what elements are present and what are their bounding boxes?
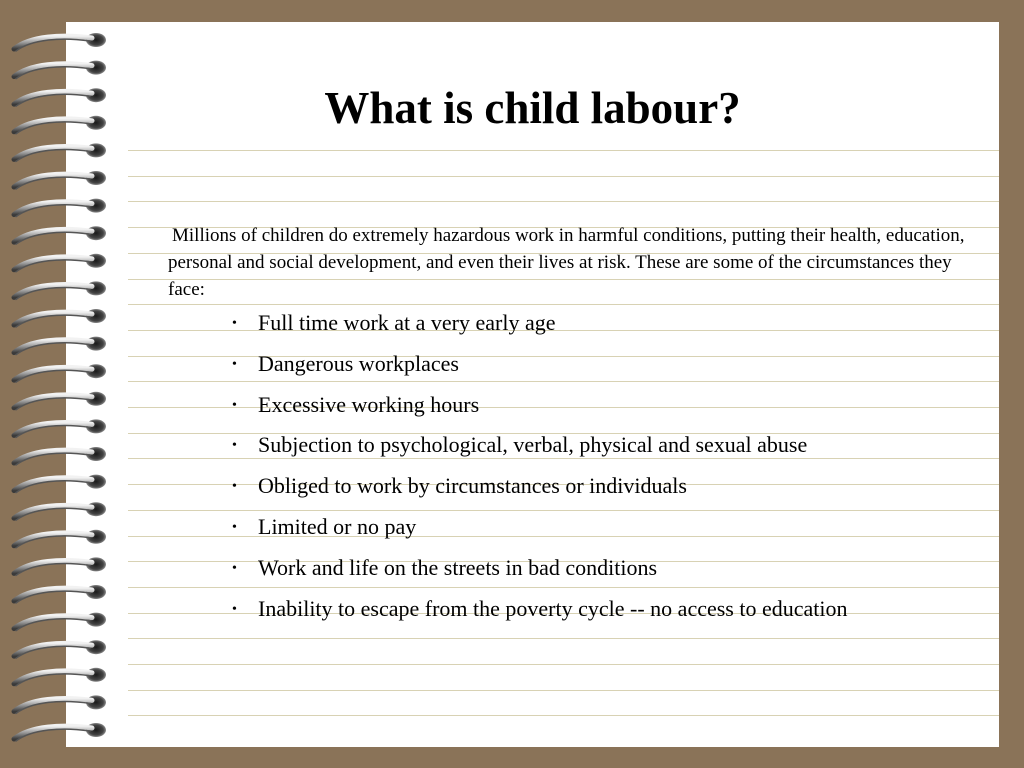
ruled-line xyxy=(128,638,999,639)
spiral-ring-icon xyxy=(14,723,106,741)
spiral-ring-icon xyxy=(14,557,106,575)
bullet-icon: • xyxy=(232,356,237,372)
ruled-line xyxy=(128,690,999,691)
bullet-item xyxy=(232,509,848,550)
spiral-ring-icon xyxy=(14,61,106,79)
spiral-ring-icon xyxy=(14,585,106,603)
spiral-ring-icon xyxy=(14,364,106,382)
bullet-icon: • xyxy=(232,479,237,495)
spiral-ring-icon xyxy=(14,337,106,355)
bullet-icon: • xyxy=(232,438,237,454)
spiral-ring-icon xyxy=(14,668,106,686)
bullet-text: Obliged to work by circumstances or individuals xyxy=(258,473,687,499)
spiral-ring-icon xyxy=(14,309,106,327)
bullet-item xyxy=(232,305,848,346)
bullet-text: Excessive working hours xyxy=(258,391,480,417)
bullet-item xyxy=(232,591,848,632)
bullet-item xyxy=(232,427,848,468)
bullet-text: Full time work at a very early age xyxy=(258,310,556,335)
spiral-ring-icon xyxy=(14,226,106,244)
spiral-ring-icon xyxy=(14,695,106,713)
spiral-ring-icon xyxy=(14,613,106,631)
bullet-text: Subjection to psychological, verbal, physical and sexual abuse xyxy=(258,432,808,458)
spiral-ring-icon xyxy=(14,475,106,493)
bullet-icon: • xyxy=(232,601,237,617)
bullet-icon: • xyxy=(232,519,237,535)
intro-paragraph: Millions of children do extremely hazardous work in harmful conditions, putting their health, education, personal and social development, and even their lives at risk. These are some of the circumstances they face: xyxy=(168,225,965,300)
bullet-icon: • xyxy=(232,397,237,413)
spiral-ring-icon xyxy=(14,171,106,189)
spiral-ring-icon xyxy=(14,33,106,51)
spiral-ring-icon xyxy=(14,419,106,437)
spiral-ring-icon xyxy=(14,199,106,217)
bullet-item xyxy=(232,550,848,591)
spiral-ring-icon xyxy=(14,447,106,465)
slide-title: What is child labour? xyxy=(324,83,741,133)
bullet-item xyxy=(232,387,848,428)
bullet-text: Inability to escape from the poverty cycle -- no access to education xyxy=(258,595,848,621)
ruled-line xyxy=(128,150,999,151)
ruled-line xyxy=(128,664,999,665)
bullet-icon: • xyxy=(232,560,237,576)
bullet-text: Work and life on the streets in bad conditions xyxy=(258,554,658,580)
spiral-ring-icon xyxy=(14,281,106,299)
ruled-line xyxy=(128,715,999,716)
spiral-ring-icon xyxy=(14,502,106,520)
bullet-item xyxy=(232,468,848,509)
spiral-ring-icon xyxy=(14,392,106,410)
bullet-list xyxy=(232,305,848,631)
spiral-ring-icon xyxy=(14,254,106,272)
ruled-line xyxy=(128,201,999,202)
spiral-ring-icon xyxy=(14,640,106,658)
bullet-text: Limited or no pay xyxy=(258,513,417,539)
bullet-icon: • xyxy=(232,316,237,331)
bullet-item xyxy=(232,346,848,387)
ruled-line xyxy=(128,176,999,177)
spiral-ring-icon xyxy=(14,143,106,161)
spiral-ring-icon xyxy=(14,530,106,548)
bullet-text: Dangerous workplaces xyxy=(258,350,459,376)
